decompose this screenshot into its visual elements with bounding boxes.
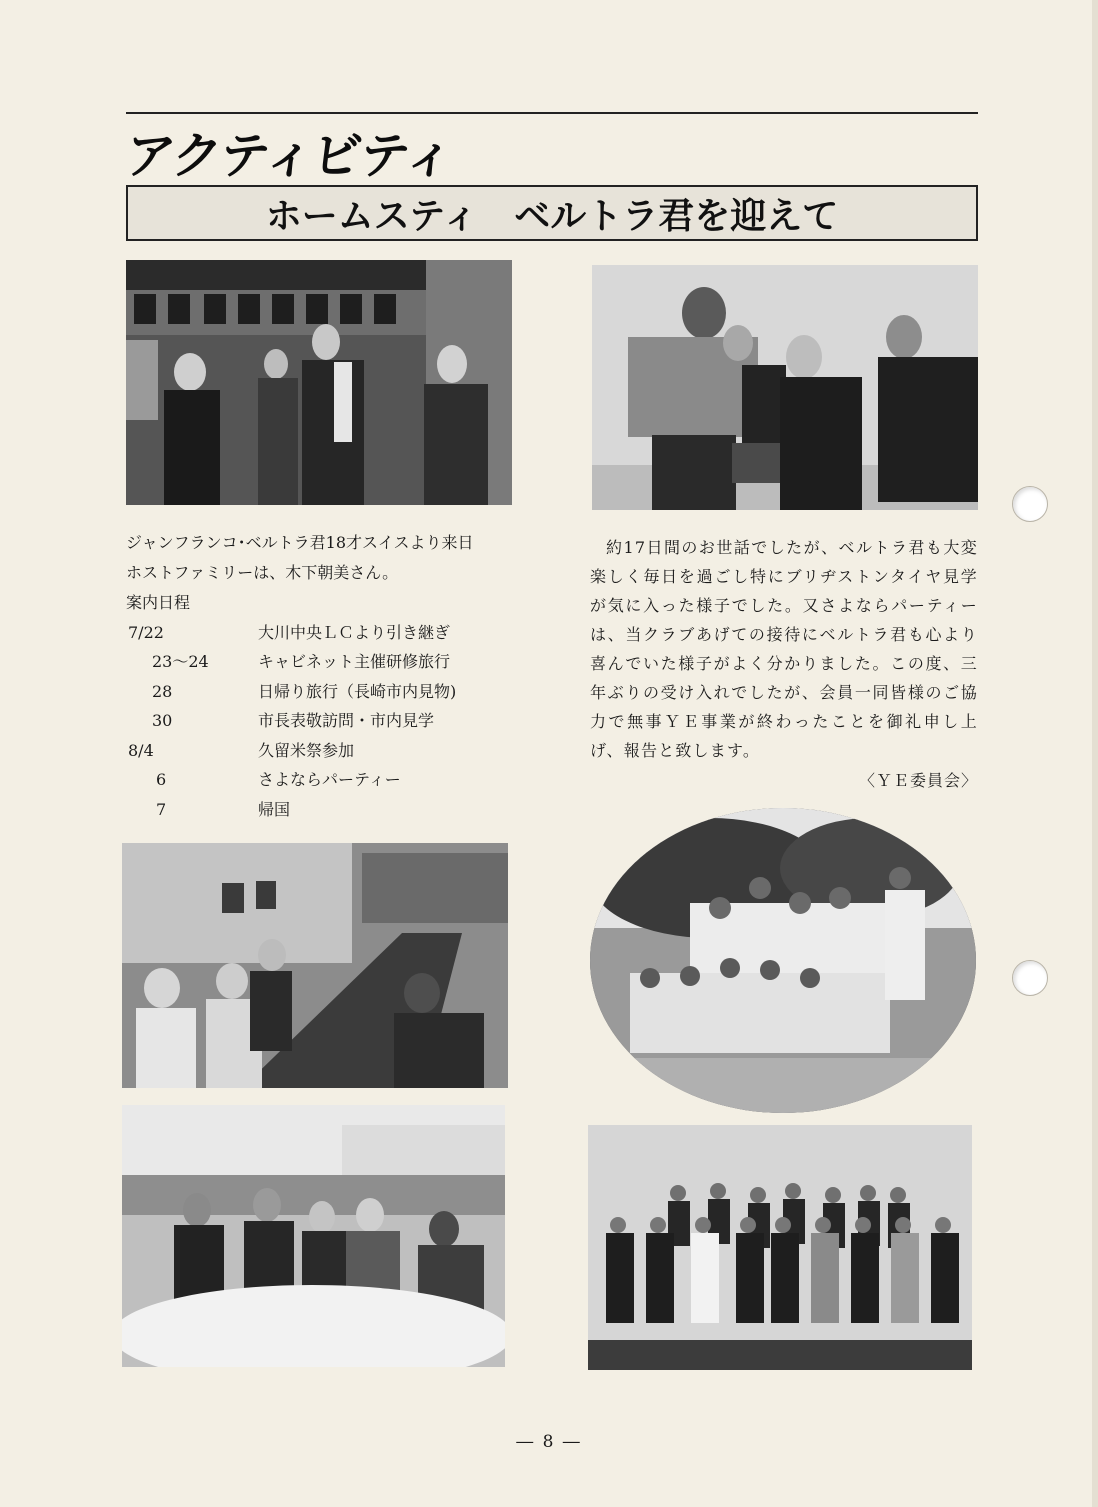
photo-festival-dancers — [590, 808, 976, 1113]
schedule-date: 6 — [156, 770, 167, 790]
schedule-item — [126, 795, 526, 825]
intro-line-visitor: ジャンフランコ･ベルトラ君18才スイスより来日 — [126, 533, 474, 552]
schedule-heading: 案内日程 — [126, 593, 191, 612]
schedule-event: キャビネット主催研修旅行 — [258, 652, 451, 672]
page-edge — [1092, 0, 1098, 1507]
schedule-item — [126, 648, 526, 678]
schedule-item — [126, 677, 526, 707]
photo-gift-presentation — [592, 265, 978, 510]
schedule-event: 日帰り旅行（長崎市内見物) — [258, 681, 457, 701]
schedule-item — [126, 618, 526, 648]
schedule-event: さよならパーティー — [258, 770, 401, 790]
schedule-list — [126, 618, 526, 825]
punch-hole-bottom — [1012, 960, 1048, 996]
signature: 〈ＹＥ委員会〉 — [858, 771, 978, 790]
schedule-item — [126, 736, 526, 766]
photo-group-portrait — [588, 1125, 972, 1370]
page-title: アクティビティ — [122, 127, 456, 185]
article-banner: ホームスティ ベルトラ君を迎えて — [126, 185, 978, 241]
intro-line-host: ホストファミリーは、木下朝美さん。 — [126, 563, 399, 582]
photo-welcome-handshake — [126, 260, 512, 505]
page-number: ― 8 ― — [516, 1432, 582, 1452]
schedule-event: 市長表敬訪問・市内見学 — [258, 711, 435, 731]
schedule-event: 大川中央ＬＣより引き継ぎ — [258, 622, 451, 642]
schedule-date: 28 — [152, 681, 173, 701]
schedule-event: 帰国 — [258, 799, 291, 819]
schedule-date: 7/22 — [128, 622, 164, 642]
schedule-event: 久留米祭参加 — [258, 740, 355, 760]
punch-hole-top — [1012, 486, 1048, 522]
schedule-date: 8/4 — [128, 740, 154, 760]
schedule-date: 7 — [156, 799, 167, 819]
schedule-item — [126, 707, 526, 737]
schedule-item — [126, 766, 526, 796]
story-paragraph: 約17日間のお世話でしたが、ベルトラ君も大変楽しく毎日を過ごし特にブリヂストンタイヤ見学が気に入った様子でした。又さよならパーティーは、当クラブあげての接待にベルトラ君も心より喜んでいた様子がよく分かりました。この度、三年ぶりの受け入れでしたが、会員一同皆様のご協力で無事ＹＥ事業が終わったことを御礼申し上げ、報告と致します。 — [590, 538, 978, 760]
photo-farewell-banquet — [122, 1105, 505, 1367]
header-rule — [126, 112, 978, 114]
schedule-date: 30 — [152, 711, 173, 731]
photo-dinner-table — [122, 843, 508, 1088]
intro-block — [126, 528, 526, 825]
schedule-date: 23～24 — [152, 652, 209, 672]
